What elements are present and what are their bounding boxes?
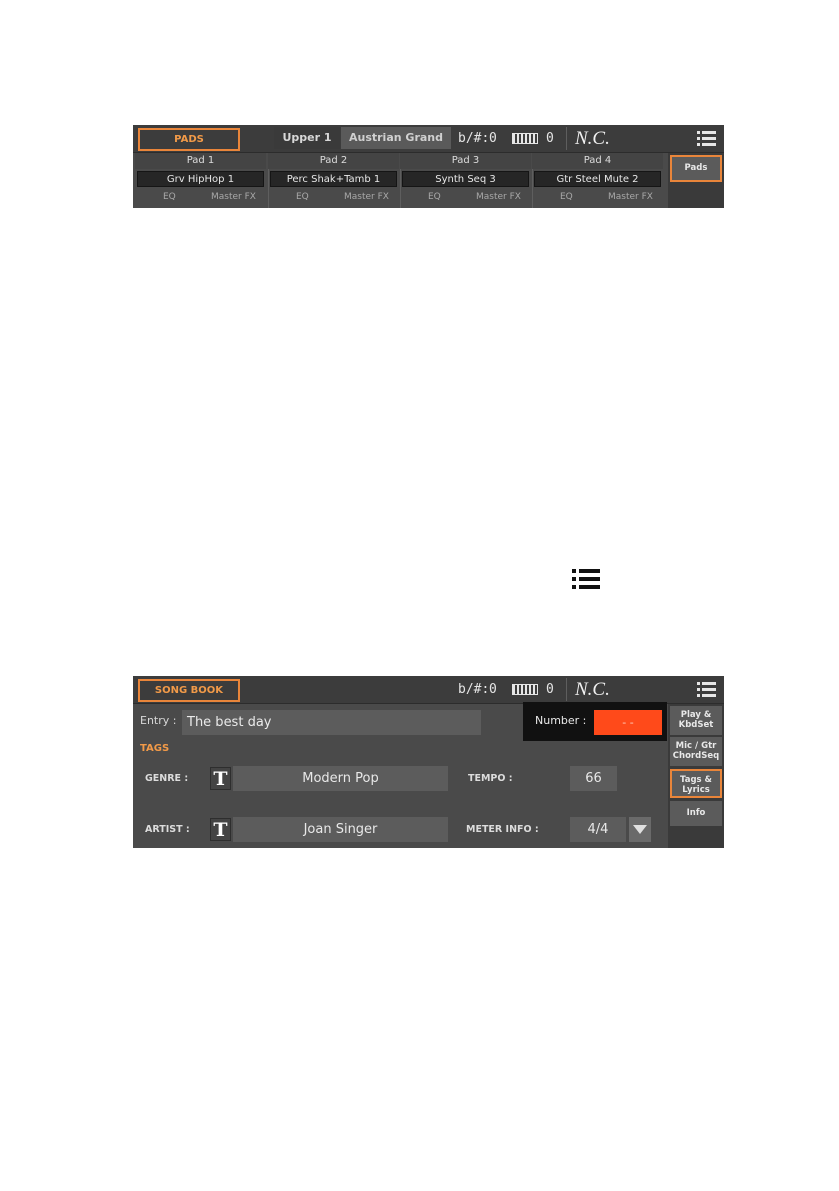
sound-name-button[interactable]: Austrian Grand	[341, 127, 451, 149]
keyboard-icon	[512, 133, 538, 144]
entry-label: Entry :	[140, 714, 177, 727]
tab-label-line1: Mic / Gtr	[675, 741, 717, 751]
entry-field[interactable]: The best day	[182, 710, 481, 735]
meter-info-select[interactable]: 4/4	[570, 817, 626, 842]
menu-icon[interactable]	[697, 682, 716, 697]
transpose-label: b/#:	[458, 131, 490, 146]
tempo-label: TEMPO :	[468, 773, 513, 784]
artist-label: ARTIST :	[145, 824, 190, 835]
number-label: Number :	[535, 714, 587, 727]
top-bar	[133, 125, 724, 153]
tags-heading: TAGS	[140, 743, 170, 754]
tab-label-line1: Info	[686, 808, 706, 818]
pad-sound-button[interactable]: Perc Shak+Tamb 1	[270, 171, 397, 187]
menu-icon	[572, 569, 600, 590]
text-edit-icon[interactable]: T	[210, 818, 231, 841]
number-box	[523, 702, 667, 741]
chord-display: N.C.	[575, 128, 610, 149]
meter-dropdown-button[interactable]	[629, 817, 651, 842]
pad-fx-label[interactable]: Master FX	[476, 192, 521, 202]
tab-mic-gtr-chordseq[interactable]	[670, 737, 722, 766]
keyboard-icon	[512, 684, 538, 695]
pad-fx-label[interactable]: Master FX	[211, 192, 256, 202]
octave-value[interactable]: 0	[546, 131, 554, 146]
number-field[interactable]: - -	[594, 710, 662, 735]
top-bar	[133, 676, 724, 704]
divider	[566, 678, 567, 701]
octave-value[interactable]: 0	[546, 682, 554, 697]
transpose-label: b/#:	[458, 682, 490, 697]
pad-eq-label[interactable]: EQ	[163, 192, 176, 202]
tab-label-line1: Tags &	[680, 775, 712, 785]
pad-sound-button[interactable]: Synth Seq 3	[402, 171, 529, 187]
pad-eq-label[interactable]: EQ	[296, 192, 309, 202]
mode-button[interactable]: SONG BOOK	[138, 679, 240, 702]
song-book-screen	[133, 676, 724, 848]
tab-info[interactable]	[670, 801, 722, 826]
genre-field[interactable]: Modern Pop	[233, 766, 448, 791]
transpose-value[interactable]: 0	[489, 131, 497, 146]
pad-3-column	[400, 153, 532, 208]
mode-button[interactable]: PADS	[138, 128, 240, 151]
pad-1-column	[135, 153, 267, 208]
tab-label-line1: Play &	[680, 710, 712, 720]
pad-title: Pad 3	[400, 153, 531, 169]
side-tab-column	[668, 153, 724, 208]
tab-play-kbdset[interactable]	[670, 706, 722, 735]
menu-icon[interactable]	[697, 131, 716, 146]
artist-field[interactable]: Joan Singer	[233, 817, 448, 842]
chord-display: N.C.	[575, 679, 610, 700]
pad-sound-button[interactable]: Grv HipHop 1	[137, 171, 264, 187]
pad-fx-label[interactable]: Master FX	[344, 192, 389, 202]
pad-2-column	[268, 153, 400, 208]
tab-label-line2: ChordSeq	[672, 751, 720, 761]
pad-sound-button[interactable]: Gtr Steel Mute 2	[534, 171, 661, 187]
tab-pads[interactable]: Pads	[670, 155, 722, 182]
transpose-value[interactable]: 0	[489, 682, 497, 697]
pad-eq-label[interactable]: EQ	[560, 192, 573, 202]
pad-4-column	[532, 153, 664, 208]
tab-label-line2: KbdSet	[678, 720, 714, 730]
genre-label: GENRE :	[145, 773, 189, 784]
tab-tags-lyrics[interactable]	[670, 769, 722, 798]
meter-info-label: METER INFO :	[466, 824, 539, 835]
pad-title: Pad 2	[268, 153, 399, 169]
pad-fx-label[interactable]: Master FX	[608, 192, 653, 202]
pads-screen	[133, 125, 724, 208]
divider	[566, 127, 567, 150]
part-button[interactable]: Upper 1	[274, 127, 340, 149]
side-tab-column	[668, 704, 724, 848]
tempo-field[interactable]: 66	[570, 766, 617, 791]
pad-title: Pad 4	[532, 153, 663, 169]
text-edit-icon[interactable]: T	[210, 767, 231, 790]
tab-label-line2: Lyrics	[682, 785, 710, 795]
chevron-down-icon	[633, 825, 647, 834]
pad-title: Pad 1	[135, 153, 266, 169]
pad-eq-label[interactable]: EQ	[428, 192, 441, 202]
